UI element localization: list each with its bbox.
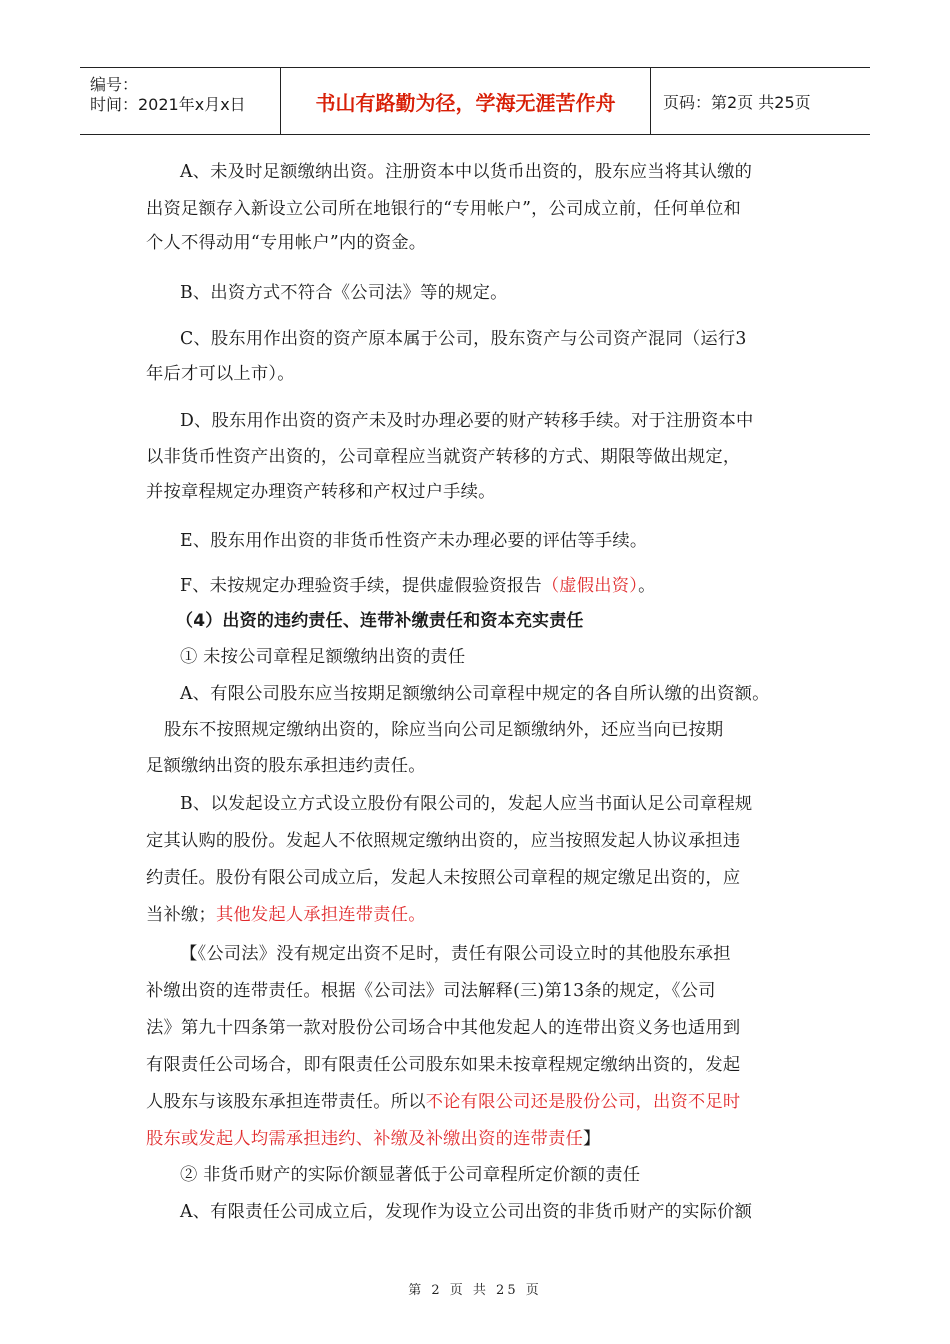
header-page-info-cell [651,68,870,134]
note-highlight-1: 不论有限公司还是股份公司，出资不足时 [425,1092,741,1112]
note-line-6 [146,1127,826,1151]
para-f-text: F、未按规定办理验资手续，提供虚假验资报告 [180,576,542,596]
header-motto-cell [281,68,651,134]
header-motto: 书山有路勤为径，学海无涯苦作舟 [315,90,616,115]
para-p-line-3: 足额缴纳出资的股东承担违约责任。 [146,756,426,776]
note-line-2: 补缴出资的连带责任。根据《公司法》司法解释(三)第13条的规定，《公司 [146,981,716,1001]
para-b-line-1: B、出资方式不符合《公司法》等的规定。 [180,283,508,303]
para-q-line-2: 定其认购的股份。发起人不依照规定缴纳出资的，应当按照发起人协议承担违 [146,831,741,851]
para-c-line-2: 年后才可以上市）。 [146,364,295,384]
para-q-line-1: B、以发起设立方式设立股份有限公司的，发起人应当书面认足公司章程规 [180,794,753,814]
header-date: 时间：2021年x月x日 [90,95,246,114]
header-number: 编号： [90,75,139,94]
header-meta [80,68,281,134]
subsection-2-title: ② 非货币财产的实际价额显著低于公司章程所定价额的责任 [180,1165,641,1185]
note-highlight-2: 股东或发起人均需承担违约、补缴及补缴出资的连带责任 [146,1129,584,1149]
para-f-highlight: （虚假出资） [541,576,639,596]
para-q-line-4 [146,903,826,927]
para-f-end: 。 [638,576,656,596]
para-a-line-3: 个人不得动用“专用帐户”内的资金。 [146,233,427,253]
note-line-3: 法》第九十四条第一款对股份公司场合中其他发起人的连带出资义务也适用到 [146,1018,741,1038]
section-heading-4: （4）出资的违约责任、连带补缴责任和资本充实责任 [176,611,584,631]
para-d-line-2: 以非货币性资产出资的，公司章程应当就资产转移的方式、期限等做出规定， [146,447,741,467]
para-q-text: 当补缴； [146,905,216,925]
page-header [80,67,870,135]
para-p-line-1: A、有限公司股东应当按期足额缴纳公司章程中规定的各自所认缴的出资额。 [180,684,770,704]
header-page-info: 页码：第2页 共25页 [663,92,811,112]
para-a-line-1: A、未及时足额缴纳出资。注册资本中以货币出资的，股东应当将其认缴的 [180,162,753,182]
para-p-line-2: 股东不按照规定缴纳出资的，除应当向公司足额缴纳外，还应当向已按期 [164,720,724,740]
note-close-bracket: 】 [583,1129,601,1149]
note-line-4: 有限责任公司场合，即有限责任公司股东如果未按章程规定缴纳出资的，发起 [146,1055,741,1075]
para-e-line-1: E、股东用作出资的非货币性资产未办理必要的评估等手续。 [180,531,648,551]
para-d-line-3: 并按章程规定办理资产转移和产权过户手续。 [146,482,496,502]
para-f-line-1 [180,574,860,598]
para-a-line-2: 出资足额存入新设立公司所在地银行的“专用帐户”，公司成立前，任何单位和 [146,199,741,219]
para-r-line-1: A、有限责任公司成立后，发现作为设立公司出资的非货币财产的实际价额 [180,1202,753,1222]
para-q-highlight: 其他发起人承担连带责任。 [215,905,426,925]
para-q-line-3: 约责任。股份有限公司成立后，发起人未按照公司章程的规定缴足出资的，应 [146,868,741,888]
note-text: 人股东与该股东承担连带责任。所以 [146,1092,426,1112]
para-d-line-1: D、股东用作出资的资产未及时办理必要的财产转移手续。对于注册资本中 [180,411,754,431]
note-line-1: 【《公司法》没有规定出资不足时，责任有限公司设立时的其他股东承担 [180,944,731,964]
note-line-5 [146,1090,826,1114]
page-footer: 第 2 页 共 25 页 [408,1283,542,1298]
para-c-line-1: C、股东用作出资的资产原本属于公司，股东资产与公司资产混同（运行3 [180,329,747,349]
subsection-1-title: ① 未按公司章程足额缴纳出资的责任 [180,647,466,667]
